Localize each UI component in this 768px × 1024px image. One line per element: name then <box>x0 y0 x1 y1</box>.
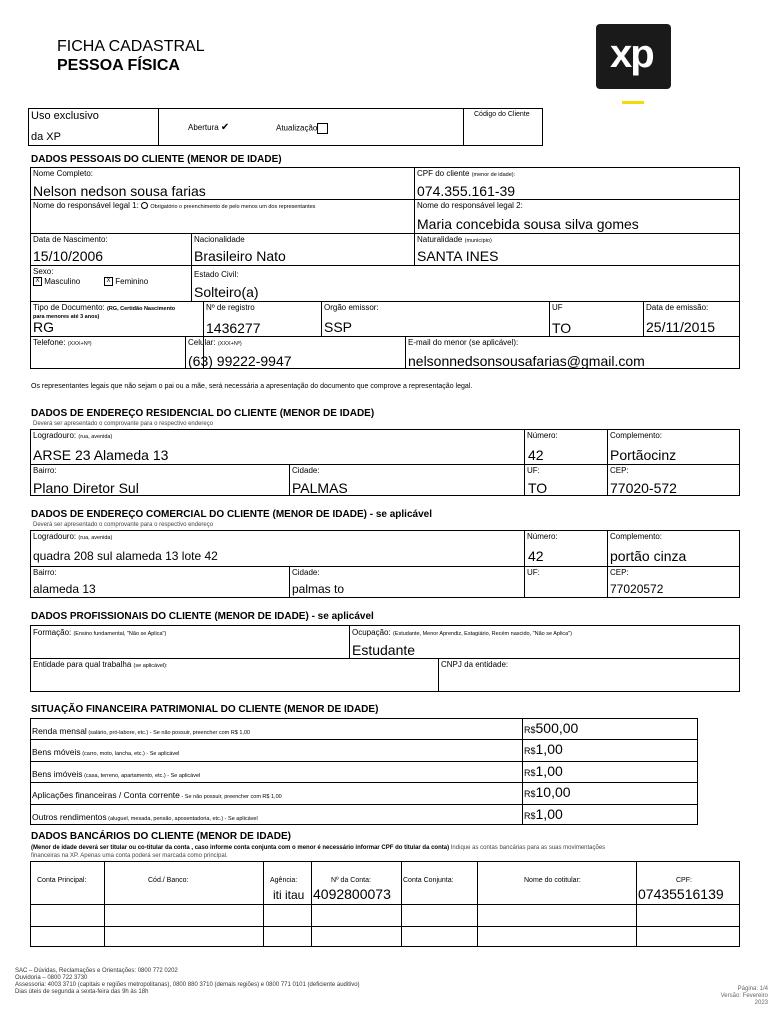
codigo-cliente-label: Código do Cliente <box>474 111 530 118</box>
ocupacao-label: Ocupação: (Estudante, Menor Aprendiz, Estagiário, Recém nascido, "Não se Aplica") <box>352 628 573 637</box>
sexo-masculino-option[interactable]: X Masculino <box>33 277 80 286</box>
nascimento-field[interactable]: 15/10/2006 <box>33 248 104 264</box>
res-cidade-label: Cidade: <box>292 466 320 475</box>
resp2-label: Nome do responsável legal 2: <box>417 201 523 210</box>
fin-row-label: Bens imóveis (casa, terreno, apartamento, etc.) - Se aplicável <box>32 768 201 779</box>
res-cep-field[interactable]: 77020-572 <box>610 480 677 496</box>
com-bairro-label: Bairro: <box>33 568 57 577</box>
resp2-field[interactable]: Maria concebida sousa silva gomes <box>417 216 639 232</box>
form-title: FICHA CADASTRAL <box>57 38 205 55</box>
registro-field[interactable]: 1436277 <box>206 320 261 336</box>
nome-field[interactable]: Nelson nedson sousa farias <box>33 183 206 199</box>
col-agencia: Agência: <box>270 877 298 884</box>
cnpj-label: CNPJ da entidade: <box>441 660 509 669</box>
fin-row-label: Aplicações financeiras / Conta corrente - Se não possuir, preencher com R$ 1,00 <box>32 790 282 801</box>
res-logradouro-label: Logradouro: (rua, avenida) <box>33 431 113 440</box>
xp-logo-accent <box>622 101 644 104</box>
tipo-doc-field[interactable]: RG <box>33 319 54 335</box>
section-profissionais-title: DADOS PROFISSIONAIS DO CLIENTE (MENOR DE IDADE) - se aplicável <box>31 611 374 622</box>
atualizacao-option[interactable]: Atualização <box>276 123 328 134</box>
estado-civil-label: Estado Civil: <box>194 270 239 279</box>
fin-row-label: Outros rendimentos (aluguel, mesada, pensão, aposentadoria, etc.) - Se aplicável <box>32 811 258 822</box>
col-cpf: CPF: <box>676 877 692 884</box>
tipo-doc-label: Tipo de Documento: (RG, Certidão Nascimento <box>33 303 176 312</box>
fin-row-value[interactable]: R$1,00 <box>524 741 563 758</box>
fin-row-value[interactable]: R$500,00 <box>524 720 579 736</box>
com-numero-field[interactable]: 42 <box>528 548 544 564</box>
residencial-sub: Deverá ser apresentado o comprovante para o respectivo endereço <box>33 421 214 427</box>
com-logradouro-field[interactable]: quadra 208 sul alameda 13 lote 42 <box>33 549 218 563</box>
footer-page: Página: 1/4 Versão: Fevereiro 2023 <box>720 986 768 1006</box>
email-field[interactable]: nelsonnedsonsousafarias@gmail.com <box>408 353 645 369</box>
com-complemento-field[interactable]: portão cinza <box>610 548 687 564</box>
fin-row-label: Renda mensal (salário, pró-labore, etc.) - Se não possuir, preencher com R$ 1,00 <box>32 726 251 736</box>
emissao-label: Data de emissão: <box>646 303 709 312</box>
res-cidade-field[interactable]: PALMAS <box>292 480 348 496</box>
celular-label: Celular: (XXX+Nº) <box>188 338 242 347</box>
nome-label: Nome Completo: <box>33 169 94 178</box>
formacao-label: Formação: (Ensino fundamental, "Não se Aplica") <box>33 628 167 637</box>
res-cep-label: CEP: <box>610 466 629 475</box>
fin-row-value[interactable]: R$10,00 <box>524 784 571 801</box>
telefone-label: Telefone: (XXX+Nº) <box>33 338 92 347</box>
res-uf-field[interactable]: TO <box>528 480 548 496</box>
xp-logo-text: xp <box>610 32 653 76</box>
res-numero-label: Número: <box>527 431 558 440</box>
com-cep-label: CEP: <box>610 568 629 577</box>
res-bairro-label: Bairro: <box>33 466 57 475</box>
xp-logo <box>596 24 671 89</box>
naturalidade-field[interactable]: SANTA INES <box>417 248 499 264</box>
tipo-doc-sub: para menores até 3 anos) <box>33 314 100 320</box>
res-bairro-field[interactable]: Plano Diretor Sul <box>33 480 139 496</box>
bank-cpf-field[interactable]: 07435516139 <box>638 886 724 902</box>
representantes-note: Os representantes legais que não sejam o pai ou a mãe, será necessária a apresentação do documento que comprove a representação legal. <box>31 383 473 390</box>
ocupacao-field[interactable]: Estudante <box>352 642 416 658</box>
com-logradouro-label: Logradouro: (rua, avenida) <box>33 532 113 541</box>
form-subtitle: PESSOA FÍSICA <box>57 57 180 74</box>
comercial-sub: Deverá ser apresentado o comprovante para o respectivo endereço <box>33 522 214 528</box>
estado-civil-field[interactable]: Solteiro(a) <box>194 284 259 300</box>
bank-agencia-field[interactable]: iti itau <box>273 888 305 902</box>
orgao-field[interactable]: SSP <box>324 319 353 335</box>
nacionalidade-label: Nacionalidade <box>194 235 245 244</box>
com-cep-field[interactable]: 77020572 <box>610 582 664 596</box>
res-logradouro-field[interactable]: ARSE 23 Alameda 13 <box>33 447 169 463</box>
orgao-label: Orgão emissor: <box>324 303 379 312</box>
celular-field[interactable]: (63) 99222-9947 <box>188 353 292 369</box>
uf-field[interactable]: TO <box>552 320 572 336</box>
section-residencial-title: DADOS DE ENDEREÇO RESIDENCIAL DO CLIENTE (MENOR DE IDADE) <box>31 408 375 419</box>
col-cotitular: Nome do cotitular: <box>524 877 581 884</box>
section-comercial-title: DADOS DE ENDEREÇO COMERCIAL DO CLIENTE (MENOR DE IDADE) - se aplicável <box>31 509 432 520</box>
col-conta-conjunta: Conta Conjunta: <box>403 877 454 884</box>
footer-contacts: SAC – Dúvidas, Reclamações e Orientações: 0800 772 0202 Ouvidoria – 0800 722 3730 Assessoria: 4003 3710 (capitais e regiões metropolitanas), 0800 880 3710 (demais regiões) e 0800 771 0101 (deficiente auditivo) Dias úteis de segunda a sexta-feira das 9h às 18h <box>15 968 360 995</box>
section-bancarios-title: DADOS BANCÁRIOS DO CLIENTE (MENOR DE IDADE) <box>31 831 292 842</box>
feminino-checkbox[interactable]: X <box>104 277 113 286</box>
col-banco: Cód./ Banco: <box>148 877 189 884</box>
com-bairro-field[interactable]: alameda 13 <box>33 582 96 596</box>
com-cidade-label: Cidade: <box>292 568 320 577</box>
uf-label: UF <box>552 303 563 312</box>
res-complemento-field[interactable]: Portãocinz <box>610 447 677 463</box>
cpf-field[interactable]: 074.355.161-39 <box>417 183 516 199</box>
sexo-feminino-option[interactable]: X Feminino <box>104 277 148 286</box>
uso-label-2: da XP <box>31 131 61 143</box>
nascimento-label: Data de Nascimento: <box>33 235 108 244</box>
fin-row-value[interactable]: R$1,00 <box>524 805 563 822</box>
col-numero-conta: Nº da Conta: <box>331 877 371 884</box>
sexo-label: Sexo: <box>33 267 54 276</box>
emissao-field[interactable]: 25/11/2015 <box>646 319 716 335</box>
col-conta-principal: Conta Principal: <box>37 877 87 884</box>
nacionalidade-field[interactable]: Brasileiro Nato <box>194 248 286 264</box>
uso-label-1: Uso exclusivo <box>31 110 99 122</box>
entidade-label: Entidade para qual trabalha (se aplicável): <box>33 660 168 669</box>
section-pessoais-title: DADOS PESSOAIS DO CLIENTE (MENOR DE IDADE) <box>31 154 282 165</box>
atualizacao-checkbox[interactable] <box>317 123 328 134</box>
fin-row-value[interactable]: R$1,00 <box>524 762 563 779</box>
section-financeira-title: SITUAÇÃO FINANCEIRA PATRIMONIAL DO CLIENTE (MENOR DE IDADE) <box>31 704 379 715</box>
res-complemento-label: Complemento: <box>610 431 663 440</box>
registro-label: Nº de registro <box>206 303 255 312</box>
com-numero-label: Número: <box>527 532 558 541</box>
bank-conta-field[interactable]: 4092800073 <box>313 886 391 902</box>
abertura-option[interactable]: Abertura ✔ <box>188 122 230 133</box>
bancarios-note: (Menor de idade deverá ser titular ou co-titular da conta , caso informe conta conjunta com o menor é necessário informar CPF do titular da conta) Indique as contas bancárias para as suas movimentações <box>31 845 606 851</box>
naturalidade-label: Naturalidade (município) <box>417 235 492 244</box>
bancarios-note-2: financeiras na XP. Apenas uma conta poderá ser marcada como principal. <box>31 853 228 859</box>
fin-row-label: Bens móveis (carro, moto, lancha, etc.) - Se aplicável <box>32 747 180 758</box>
res-numero-field[interactable]: 42 <box>528 447 544 463</box>
com-complemento-label: Complemento: <box>610 532 663 541</box>
email-label: E-mail do menor (se aplicável): <box>408 338 519 347</box>
res-uf-label: UF: <box>527 466 540 475</box>
masculino-checkbox[interactable]: X <box>33 277 42 286</box>
com-uf-label: UF: <box>527 568 540 577</box>
resp1-label: Nome do responsável legal 1: Obrigatório o preenchimento de pelo menos um dos representantes <box>33 201 316 210</box>
cpf-label: CPF do cliente (menor de idade): <box>417 169 516 178</box>
com-cidade-field[interactable]: palmas to <box>292 582 345 596</box>
